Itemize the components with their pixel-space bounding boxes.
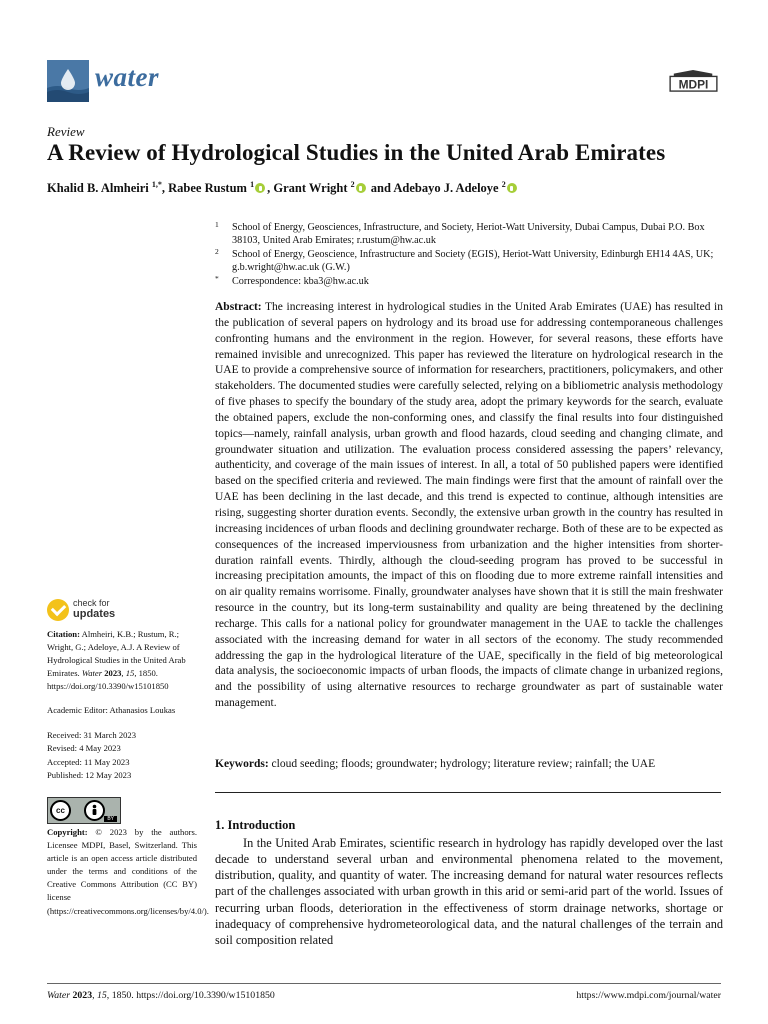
citation: Citation: Almheiri, K.B.; Rustum, R.; Wright, G.; Adeloye, A.J. A Review of Hydrological Studies in the United Arab Emirates. Water 2023, 15, 1850. https://doi.org/10.3390/w15101850 xyxy=(47,629,186,692)
author-name[interactable]: Rabee Rustum xyxy=(168,181,247,196)
footer-journal-url[interactable]: https://www.mdpi.com/journal/water xyxy=(576,990,721,1001)
mdpi-logo-icon[interactable] xyxy=(666,70,721,92)
footer-journal: Water xyxy=(47,990,71,1001)
keywords-label: Keywords: xyxy=(215,758,269,770)
citation-text: Almheiri, K.B.; Rustum, R.; Wright, G.; Adeloye, A.J. A Review of Hydrological Studies in the United Arab Emirates. xyxy=(47,629,186,679)
publisher-label: MDPI xyxy=(678,77,709,92)
copyright-text: © 2023 by the authors. Licensee MDPI, Basel, Switzerland. This article is an open access article distributed under the terms and conditions of the Creative Commons Attribution (CC BY) license (https://creativecommons.org/licenses/by/4.0/). xyxy=(47,827,209,916)
copyright-label: Copyright: xyxy=(47,827,88,837)
check-icon xyxy=(47,599,69,621)
author-list: Khalid B. Almheiri $^{1,*}$, Rabee Rustum $^1$ , Grant Wright $^2$ and Adebayo J. Adeloye $^2$ xyxy=(47,180,519,196)
affiliation-text: Correspondence: kba3@hw.ac.uk xyxy=(232,276,369,287)
article-type: Review xyxy=(47,124,85,139)
abstract-label: Abstract: xyxy=(215,301,262,313)
copyright-notice xyxy=(47,826,209,918)
author-name[interactable]: Grant Wright xyxy=(273,181,348,196)
check-label: check for xyxy=(73,598,110,608)
author-affiliation: 1 xyxy=(250,180,255,189)
orcid-icon[interactable] xyxy=(507,183,517,193)
article-title: A Review of Hydrological Studies in the United Arab Emirates xyxy=(47,140,666,165)
orcid-icon[interactable] xyxy=(356,183,366,193)
updates-label: updates xyxy=(73,608,116,620)
correspondence xyxy=(215,275,725,288)
affiliation-text: School of Energy, Geosciences, Infrastructure, and Society, Heriot-Watt University, Dubai Campus, Dubai P.O. Box 38103, United Arab Emirates; r.rustum@hw.ac.uk xyxy=(232,222,705,247)
author-affiliation: 2 xyxy=(350,180,355,189)
keywords-text: cloud seeding; floods; groundwater; hydrology; literature review; rainfall; the UAE xyxy=(271,758,656,770)
journal-name[interactable]: water xyxy=(95,62,160,92)
person-icon xyxy=(84,800,105,821)
abstract xyxy=(215,300,723,712)
received-date: Received: 31 March 2023 xyxy=(47,730,137,740)
citation-volume: 15 xyxy=(125,668,135,679)
affiliation xyxy=(215,221,725,248)
intro-paragraph: In the United Arab Emirates, scientific research in hydrology has rapidly developed over the last decade to understand several urban and environmental phenomena related to the movement, distribution, quality, and quantity of water. The increasing demand for natural water resources reflects part of the challenges associated with urban growth in this arid or semi-arid part of the world. Issues of recurring urban floods, deterioration in the effectiveness of storm drainage networks, shortage or inadequacy of comprehensive hydrometeorological data, and the natural challenges of the terrain and soil composition related xyxy=(215,836,723,947)
section-title: 1. Introduction xyxy=(215,818,296,832)
abstract-text: The increasing interest in hydrological studies in the United Arab Emirates (UAE) has resulted in the publication of several papers on hydrology and its broad use for addressing contemporaneous challenges confronting humans and the environment in the region. However, for several reasons, these efforts have remained invisible and unrecognized. This paper has reviewed the literature on hydrological research in the UAE to provide a comprehensive source of information for researchers, practitioners, policymakers, and other stakeholders. The documented studies were carefully selected, relying on a bibliometric analysis methodology of five phases to specify the boundary of the study area, adopt the primary keywords for the search, evaluate the obtained papers, exclude the non-conforming ones, and classify the final results into four distinguished topics—namely, rainfall analysis, urban growth and flood hazards, cloud seeding and changing climate, and groundwater situation and utilization. The evaluation process considered assessing the papers’ relevancy, authenticity, and coverage of the main issues of interest. In all, a total of 50 published papers were identified based on the specified criteria and reviewed. The main findings were first that the amount of rainfall over the UAE has been declining in the last decade, and this trend is expected to continue, although intensities are rising, suggesting shorter duration events. Secondly, the extensive urban growth in the country has resulted in increasing incidences of urban floods and declining groundwater recharge. Both of these are to be expected as consequences of the increased imperviousness from urbanization and the higher intensities from shorter-duration rainfall events. Thirdly, although the cloud-seeding program has proved to be successful in increasing precipitation amounts, the impact of this on flooding due to more extreme rainfall intensities and on air quality remains worrisome. Finally, groundwater analyses have shown that it is still the main freshwater resource in the country, but its long-term sustainability and quality are being threatened by the declining recharge. This calls for a national policy for groundwater management in the UAE to tackle the challenges associated with the increasing demand for water in all sectors of the economy. The study recommended addressing the gap in the hydrological literature of the UAE, specifically in the field of big meteorological data analysis, the socioeconomic impacts of urban floods, the impacts of climate change in urbanized regions, and the possibility of using alternative resources to recharge groundwater as part of sustainable water management. xyxy=(215,301,723,710)
journal-logo xyxy=(47,60,89,102)
keywords xyxy=(215,757,723,772)
footer-citation: Water 2023, 15, 1850. https://doi.org/10.3390/w15101850 xyxy=(47,990,275,1001)
affiliation-number: * xyxy=(215,274,219,283)
author-name[interactable]: Adebayo J. Adeloye xyxy=(393,181,499,196)
academic-editor: Academic Editor: Athanasios Loukas xyxy=(47,705,176,715)
affiliation-number: 2 xyxy=(215,247,219,256)
affiliation-text: School of Energy, Geoscience, Infrastructure and Society (EGIS), Heriot-Watt University, Edinburgh EH14 4AS, UK; g.b.wright@hw.ac.uk (G.W.) xyxy=(232,249,714,274)
cc-license-badge[interactable] xyxy=(47,797,121,824)
cc-icon: cc xyxy=(50,800,71,821)
citation-label: Citation: xyxy=(47,629,80,639)
accepted-date: Accepted: 11 May 2023 xyxy=(47,757,130,767)
check-for-updates-button[interactable] xyxy=(47,598,167,624)
affiliation-number: 1 xyxy=(215,220,219,229)
footer-doi[interactable]: , 1850. https://doi.org/10.3390/w15101850 xyxy=(106,990,275,1001)
revised-date: Revised: 4 May 2023 xyxy=(47,743,121,753)
affiliation xyxy=(215,248,725,275)
footer-divider xyxy=(47,983,721,984)
author-affiliation: 1,* xyxy=(151,180,162,189)
orcid-icon[interactable] xyxy=(255,183,265,193)
footer-volume: 15 xyxy=(97,990,107,1001)
footer-year: 2023 xyxy=(72,990,93,1001)
published-date: Published: 12 May 2023 xyxy=(47,770,132,780)
citation-journal: Water xyxy=(81,668,103,679)
citation-doi[interactable]: , 1850. https://doi.org/10.3390/w15101850 xyxy=(47,668,169,692)
author-affiliation: 2 xyxy=(501,180,506,189)
citation-year: 2023 xyxy=(104,668,122,679)
divider xyxy=(215,792,721,793)
author-name[interactable]: Khalid B. Almheiri xyxy=(47,181,149,196)
cc-by-label: BY xyxy=(104,816,117,822)
water-drop-icon xyxy=(47,60,89,102)
